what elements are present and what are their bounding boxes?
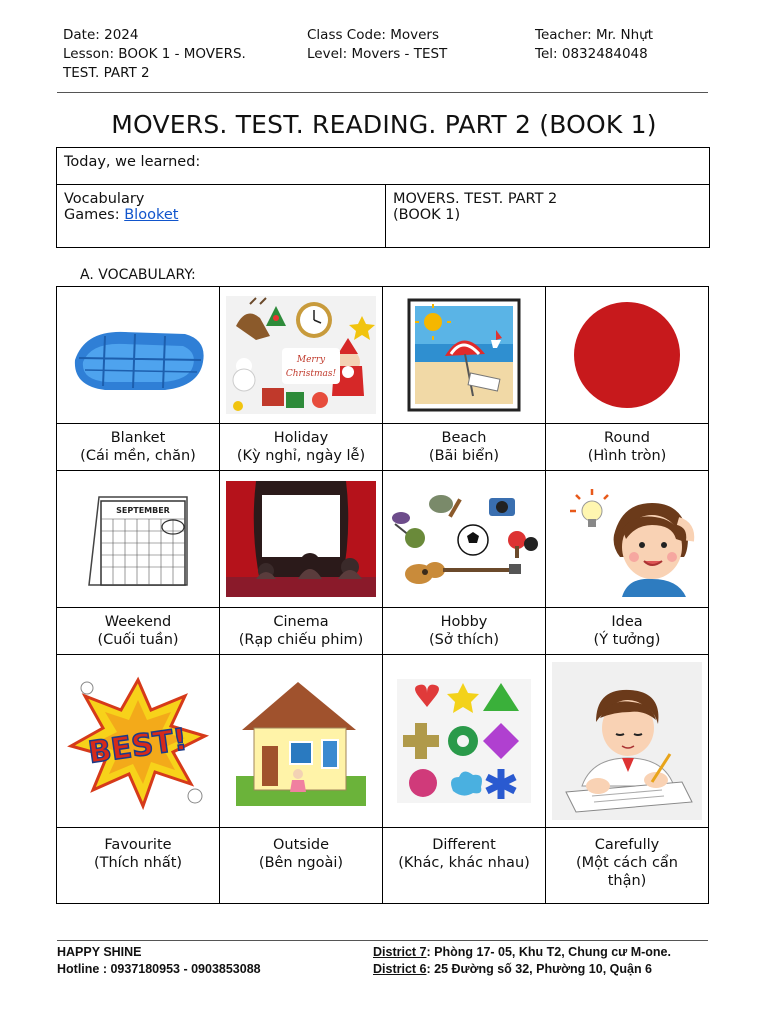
games-label: Games: <box>64 207 125 223</box>
vocab-picture-cinema <box>220 471 383 608</box>
vocab-label-weekend <box>57 608 220 655</box>
vocab-picture-round <box>546 287 709 424</box>
footer-district6 <box>373 961 671 978</box>
cinema-icon <box>226 481 376 597</box>
vocab-picture-hobby <box>383 471 546 608</box>
christmas-icon <box>226 296 376 414</box>
vocab-label-favourite <box>57 828 220 904</box>
header-class-block <box>307 26 447 64</box>
calendar-month-label: SEPTEMBER <box>116 506 170 515</box>
district6-address: : 25 Đường số 32, Phường 10, Quận 6 <box>426 962 653 976</box>
blanket-icon <box>65 310 211 400</box>
vocab-label-hobby <box>383 608 546 655</box>
vocab-meaning: (Bãi biển) <box>428 448 500 464</box>
footer-hotline: Hotline : 0937180953 - 0903853088 <box>57 962 261 976</box>
vocab-picture-different <box>383 655 546 828</box>
teacher-text: Teacher: Mr. Nhựt <box>535 27 654 43</box>
vocab-label-round <box>546 424 709 471</box>
shapes-icon <box>397 679 531 803</box>
footer-brand: HAPPY SHINE <box>57 945 142 959</box>
footer-left <box>57 944 261 978</box>
vocab-picture-blanket <box>57 287 220 424</box>
lesson-name-line1: MOVERS. TEST. PART 2 <box>393 191 558 207</box>
footer-divider <box>57 940 708 941</box>
vocab-word: Hobby <box>440 614 488 630</box>
learned-table <box>56 147 710 248</box>
learned-heading: Today, we learned: <box>57 148 710 185</box>
vocab-meaning: (Kỳ nghỉ, ngày lễ) <box>236 448 366 464</box>
vocab-meaning: (Một cách cẩn thận) <box>575 855 678 889</box>
vocab-label-holiday <box>220 424 383 471</box>
tel-text: Tel: 0832484048 <box>535 46 648 62</box>
vocab-word: Round <box>604 430 650 446</box>
vocab-picture-holiday <box>220 287 383 424</box>
vocab-picture-carefully <box>546 655 709 828</box>
vocab-word: Different <box>432 837 496 853</box>
lesson-text-line1: Lesson: BOOK 1 - MOVERS. <box>63 46 246 62</box>
vocab-word: Beach <box>441 430 487 446</box>
best-burst-text: BEST! <box>86 722 190 771</box>
vocab-meaning: (Cái mền, chăn) <box>80 448 196 464</box>
header-teacher-block <box>535 26 653 64</box>
footer-right <box>373 944 671 978</box>
class-code-text: Class Code: Movers <box>307 27 439 43</box>
vocab-word: Idea <box>611 614 643 630</box>
svg-text:Christmas!: Christmas! <box>285 369 337 379</box>
vocab-meaning: (Thích nhất) <box>93 855 183 871</box>
vocab-picture-favourite <box>57 655 220 828</box>
best-burst-icon <box>63 666 213 816</box>
vocab-word: Carefully <box>594 837 660 853</box>
district7-address: : Phòng 17- 05, Khu T2, Chung cư M-one. <box>426 945 671 959</box>
vocabulary-table <box>56 286 709 904</box>
vocab-meaning: (Bên ngoài) <box>258 855 344 871</box>
lesson-text-line2: TEST. PART 2 <box>63 65 150 81</box>
vocab-label-outside <box>220 828 383 904</box>
red-circle-icon <box>572 300 682 410</box>
footer-district7 <box>373 944 671 961</box>
district6-label: District 6 <box>373 962 427 976</box>
lesson-name-line2: (BOOK 1) <box>393 207 461 223</box>
beach-icon <box>407 298 521 412</box>
vocab-word: Blanket <box>110 430 166 446</box>
vocab-meaning: (Cuối tuần) <box>97 632 179 648</box>
hobby-items-icon <box>389 484 539 594</box>
vocab-label-beach <box>383 424 546 471</box>
vocab-picture-idea <box>546 471 709 608</box>
vocab-meaning: (Khác, khác nhau) <box>398 855 530 871</box>
header-lesson-block <box>63 26 283 83</box>
learned-left-cell <box>57 185 386 248</box>
vocab-label-carefully <box>546 828 709 904</box>
learned-right-cell <box>386 185 710 248</box>
vocab-meaning: (Hình tròn) <box>587 448 667 464</box>
district7-label: District 7 <box>373 945 427 959</box>
games-line <box>64 207 378 223</box>
vocab-label-idea <box>546 608 709 655</box>
date-text: Date: 2024 <box>63 27 139 43</box>
section-a-heading: A. VOCABULARY: <box>80 267 196 283</box>
vocab-picture-weekend <box>57 471 220 608</box>
calendar-icon <box>83 489 193 589</box>
vocab-meaning: (Sở thích) <box>428 632 500 648</box>
header-divider <box>57 92 708 93</box>
vocab-meaning: (Rạp chiếu phim) <box>238 632 364 648</box>
vocab-picture-beach <box>383 287 546 424</box>
vocab-word: Cinema <box>273 614 329 630</box>
page-title: MOVERS. TEST. READING. PART 2 (BOOK 1) <box>111 110 657 139</box>
vocab-word: Weekend <box>104 614 172 630</box>
level-text: Level: Movers - TEST <box>307 46 448 62</box>
house-icon <box>236 676 366 806</box>
vocab-label-blanket <box>57 424 220 471</box>
vocab-label-cinema <box>220 608 383 655</box>
vocab-word: Holiday <box>273 430 329 446</box>
svg-text:Merry: Merry <box>296 355 326 365</box>
vocab-meaning: (Ý tưởng) <box>593 632 661 648</box>
vocabulary-label: Vocabulary <box>64 191 145 207</box>
boy-writing-icon <box>552 662 702 820</box>
idea-boy-icon <box>552 481 702 597</box>
vocab-label-different <box>383 828 546 904</box>
vocab-word: Outside <box>273 837 329 853</box>
vocab-word: Favourite <box>104 837 172 853</box>
vocab-picture-outside <box>220 655 383 828</box>
blooket-link[interactable]: Blooket <box>124 207 179 223</box>
